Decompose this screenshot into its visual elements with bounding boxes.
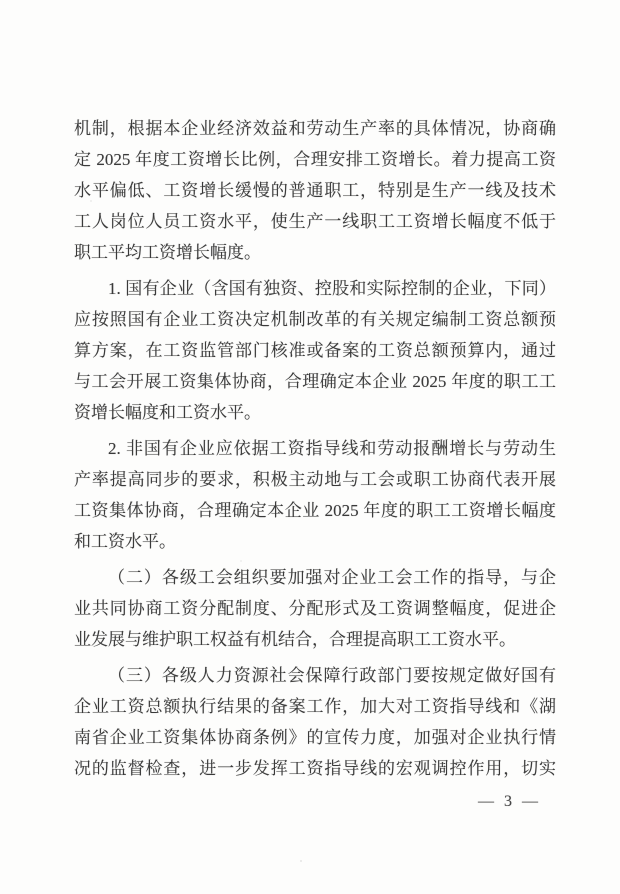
text-line: 算方案，在工资监管部门核准或备案的工资总额预算内，通过 xyxy=(74,341,556,360)
page-number: — 3 — xyxy=(478,793,541,810)
text-line: 机制，根据本企业经济效益和劳动生产率的具体情况，协商确 xyxy=(74,119,556,138)
text-line: 产率提高同步的要求，积极主动地与工会或职工协商代表开展 xyxy=(74,470,556,489)
text-line: 工资集体协商，合理确定本企业 2025 年度的职工工资增长幅度 xyxy=(74,501,556,520)
text-line: 定 2025 年度工资增长比例，合理安排工资增长。着力提高工资 xyxy=(74,150,556,169)
text-line: 业发展与维护职工权益有机结合，合理提高职工工资水平。 xyxy=(74,630,516,649)
text-line: 1. 国有企业（含国有独资、控股和实际控制的企业，下同） xyxy=(108,279,556,298)
text-line: 业共同协商工资分配制度、分配形式及工资调整幅度，促进企 xyxy=(74,599,556,618)
paragraph xyxy=(74,562,556,655)
text-line: 职工平均工资增长幅度。 xyxy=(74,243,261,262)
text-line: 与工会开展工资集体协商，合理确定本企业 2025 年度的职工工 xyxy=(74,372,556,391)
text-line: （二）各级工会组织要加强对企业工会工作的指导，与企 xyxy=(108,568,556,587)
text-line: 企业工资总额执行结果的备案工作，加大对工资指导线和《湖 xyxy=(74,697,556,716)
text-line: 和工资水平。 xyxy=(74,532,176,551)
paragraph xyxy=(74,433,556,557)
text-line: 资增长幅度和工资水平。 xyxy=(74,403,261,422)
text-line: 况的监督检查，进一步发挥工资指导线的宏观调控作用，切实 xyxy=(74,759,556,778)
text-line: 应按照国有企业工资决定机制改革的有关规定编制工资总额预 xyxy=(74,310,556,329)
text-line: 2. 非国有企业应依据工资指导线和劳动报酬增长与劳动生 xyxy=(108,439,556,458)
text-line: （三）各级人力资源社会保障行政部门要按规定做好国有 xyxy=(108,666,556,685)
scan-speck xyxy=(300,860,302,862)
text-line: 水平偏低、工资增长缓慢的普通职工，特别是生产一线及技术 xyxy=(74,181,556,200)
document-body xyxy=(74,113,556,784)
paragraph xyxy=(74,273,556,428)
paragraph xyxy=(74,113,556,268)
text-line: 南省企业工资集体协商条例》的宣传力度，加强对企业执行情 xyxy=(74,728,556,747)
paragraph xyxy=(74,660,556,784)
text-line: 工人岗位人员工资水平，使生产一线职工工资增长幅度不低于 xyxy=(74,212,556,231)
